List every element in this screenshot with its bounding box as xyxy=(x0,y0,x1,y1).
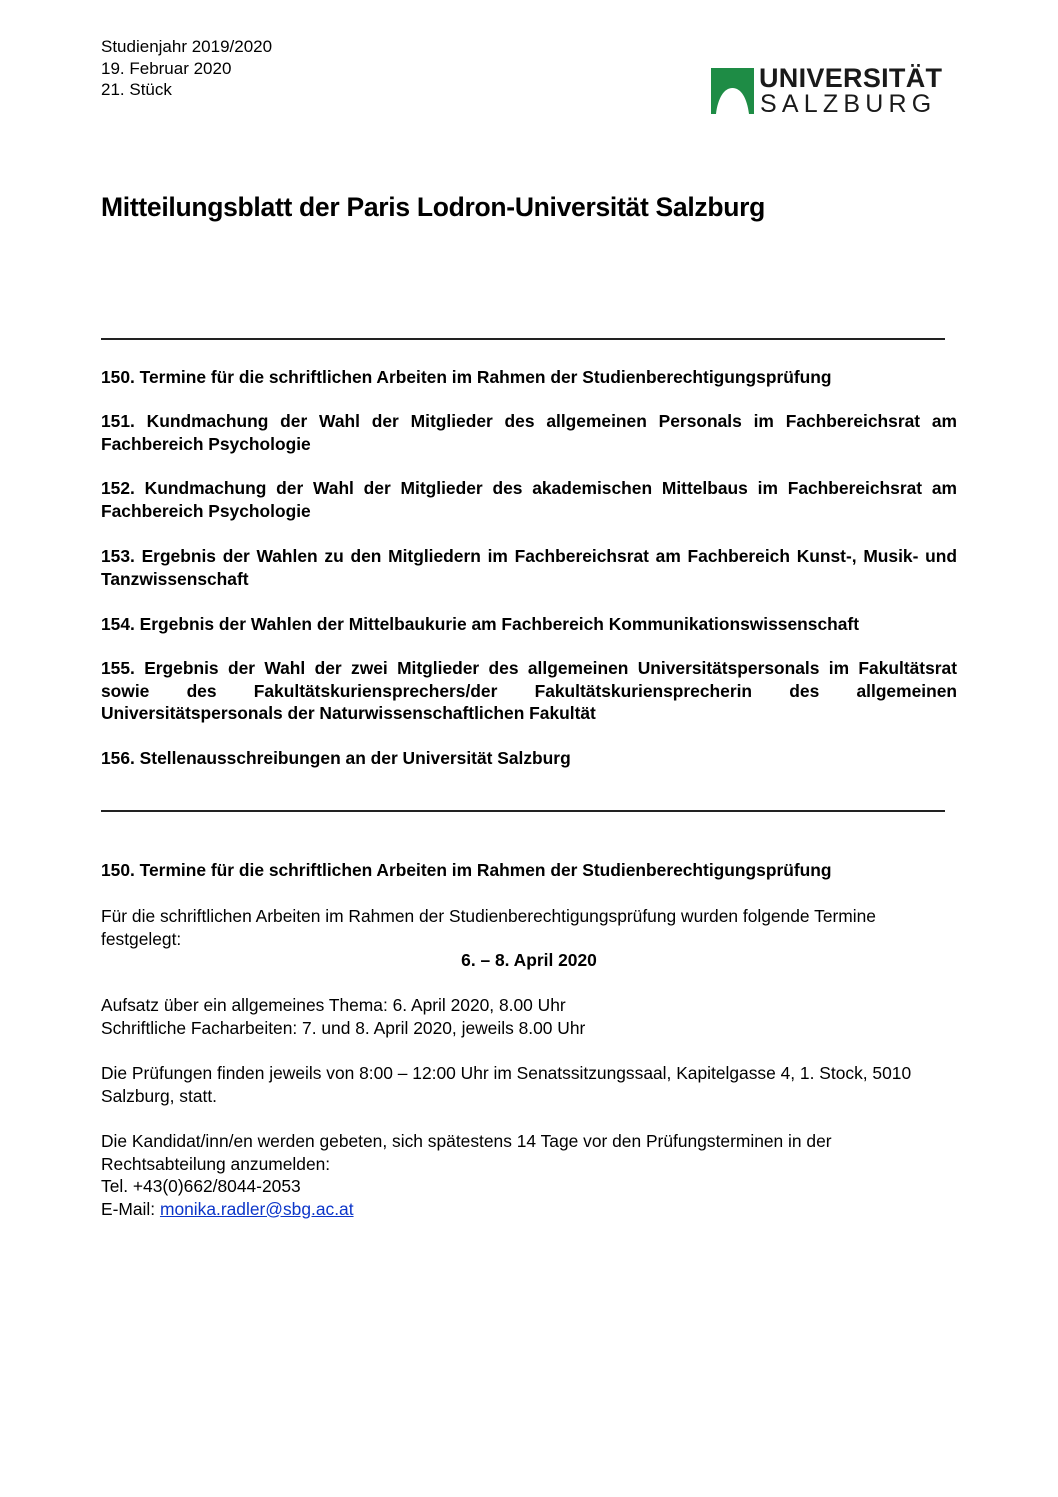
contact-block xyxy=(101,1130,951,1220)
toc-item-text: 155. Ergebnis der Wahl der zwei Mitglieder des allgemeinen Universitätspersonals im Fakultätsrat sowie des Fakultätskuriensprechers/der Fakultätskuriensprecherin des allgemeinen Universitätspersonals der Naturwissenschaftlichen Fakultät xyxy=(101,658,957,723)
location-text: Die Prüfungen finden jeweils von 8:00 – 12:00 Uhr im Senatssitzungssaal, Kapitelgasse 4, 1. Stock, 5010 Salzburg, statt. xyxy=(101,1063,912,1106)
date-range: 6. – 8. April 2020 xyxy=(461,950,597,970)
schedule-essay: Aufsatz über ein allgemeines Thema: 6. April 2020, 8.00 Uhr xyxy=(101,995,566,1015)
email-link[interactable]: monika.radler@sbg.ac.at xyxy=(159,1198,354,1219)
section-intro: Für die schriftlichen Arbeiten im Rahmen der Studienberechtigungsprüfung wurden folgende Termine festgelegt: xyxy=(101,906,876,949)
toc-item-151 xyxy=(101,410,957,455)
arch-logo-icon xyxy=(711,68,754,114)
section-heading: 150. Termine für die schriftlichen Arbeiten im Rahmen der Studienberechtigungsprüfung xyxy=(101,860,832,880)
divider-bottom xyxy=(101,810,945,812)
toc-item-text: 154. Ergebnis der Wahlen der Mittelbaukurie am Fachbereich Kommunikationswissenschaft xyxy=(101,614,859,634)
divider-top xyxy=(101,338,945,340)
toc-item-text: 153. Ergebnis der Wahlen zu den Mitgliedern im Fachbereichsrat am Fachbereich Kunst-, Musik- und Tanzwissenschaft xyxy=(101,546,957,589)
study-year: Studienjahr 2019/2020 xyxy=(101,37,273,56)
toc-item-156 xyxy=(101,747,957,770)
toc-item-154 xyxy=(101,613,957,636)
toc-item-152 xyxy=(101,477,957,522)
registration-text: Die Kandidat/inn/en werden gebeten, sich spätestens 14 Tage vor den Prüfungsterminen in der Rechtsabteilung anzumelden: xyxy=(101,1131,832,1174)
schedule xyxy=(101,994,951,1039)
toc-item-text: 151. Kundmachung der Wahl der Mitglieder des allgemeinen Personals im Fachbereichsrat am Fachbereich Psychologie xyxy=(101,411,957,454)
toc-item-155 xyxy=(101,657,957,725)
toc-item-150 xyxy=(101,366,957,389)
issue-number: 21. Stück xyxy=(101,80,172,99)
issue-header xyxy=(101,36,272,101)
logo-line-1: UNIVERSITÄT xyxy=(759,63,943,93)
toc-item-153 xyxy=(101,545,957,590)
toc-item-text: 156. Stellenausschreibungen an der Universität Salzburg xyxy=(101,748,571,768)
university-logo xyxy=(711,63,943,118)
email-line xyxy=(101,1198,951,1221)
phone: Tel. +43(0)662/8044-2053 xyxy=(101,1176,301,1196)
email-label: E-Mail: xyxy=(101,1198,160,1219)
issue-date: 19. Februar 2020 xyxy=(101,58,232,78)
logo-line-2: SALZBURG xyxy=(760,90,937,118)
toc-item-text: 150. Termine für die schriftlichen Arbeiten im Rahmen der Studienberechtigungsprüfung xyxy=(101,367,832,387)
toc-item-text: 152. Kundmachung der Wahl der Mitglieder des akademischen Mittelbaus im Fachbereichsrat am Fachbereich Psychologie xyxy=(101,478,957,521)
page-title: Mitteilungsblatt der Paris Lodron-Universität Salzburg xyxy=(101,192,766,222)
schedule-subject-papers: Schriftliche Facharbeiten: 7. und 8. April 2020, jeweils 8.00 Uhr xyxy=(101,1017,586,1038)
